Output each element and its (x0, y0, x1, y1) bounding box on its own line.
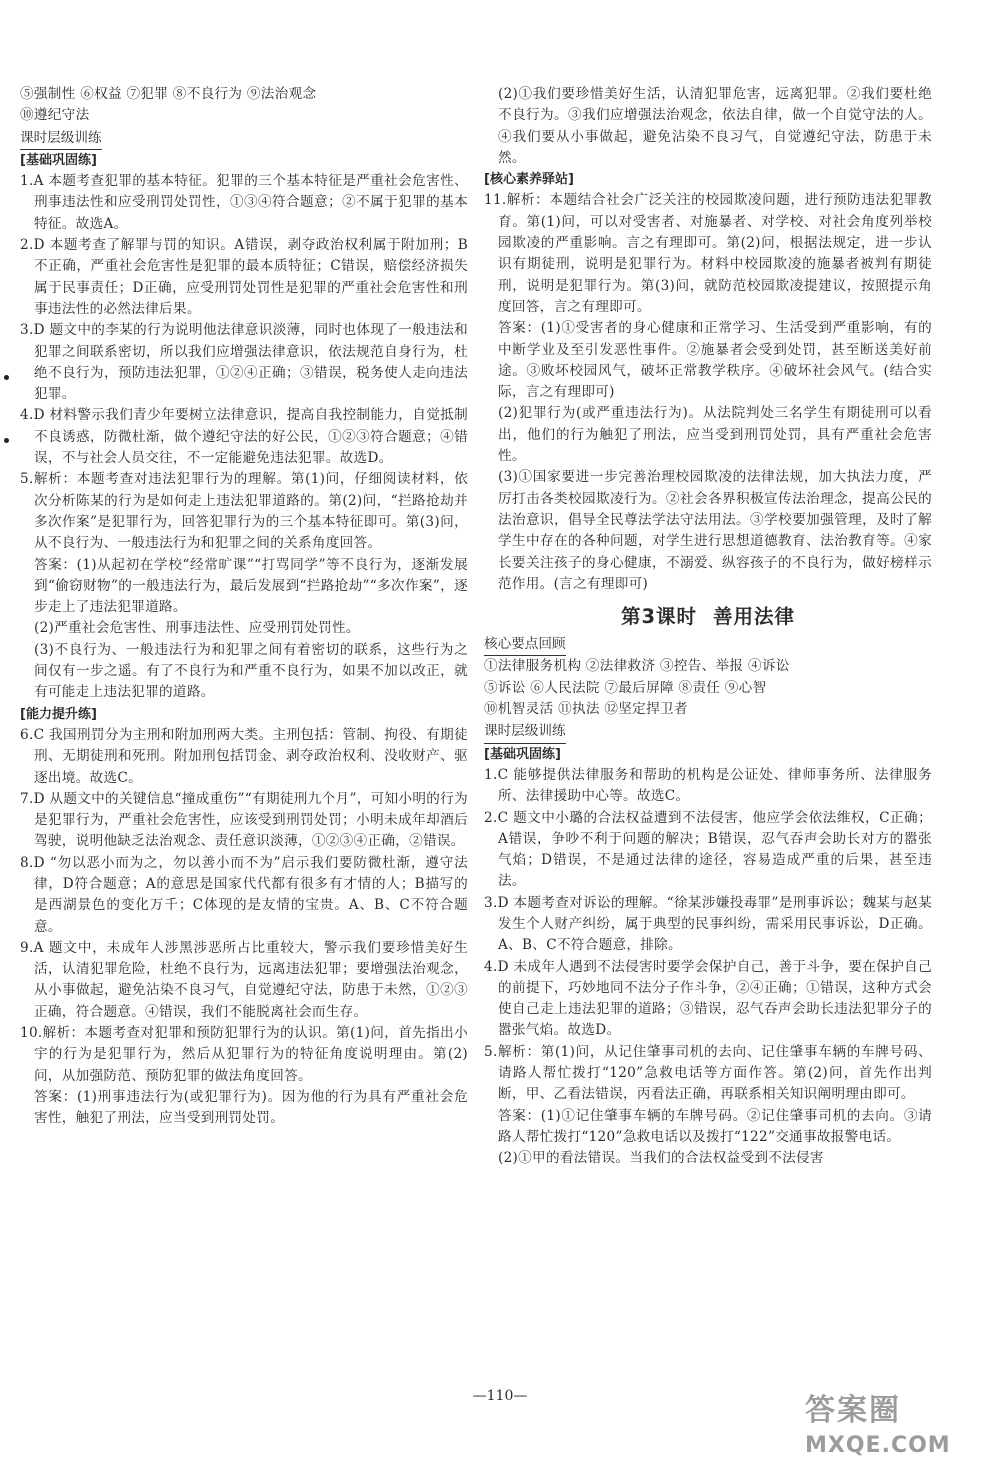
question-answer-item: 6.C 我国刑罚分为主刑和附加刑两大类。主刑包括：管制、拘役、有期徒刑、无期徒刑和死刑。附加刑包括罚金、剥夺政治权利、没收财产、驱逐出境。故选C。 (20, 726, 468, 786)
lesson-title (484, 601, 932, 629)
answer-paragraph: 答案：(1)刑事违法行为(或犯罪行为)。因为他的行为具有严重社会危害性，触犯了刑法，应当受到刑罚处罚。 (34, 1088, 468, 1127)
question-answer-item: 5.解析：第(1)问，从记住肇事司机的去向、记住肇事车辆的车牌号码、请路人帮忙拨打“120”急救电话等方面作答。第(2)问，首先作出判断，甲、乙看法错误，丙看法正确，再联系相关知识阐明理由即可。 (484, 1043, 932, 1103)
section-heading: 课时层级训练 (20, 128, 102, 150)
watermark-logo (805, 1385, 990, 1467)
section-heading: 核心要点回顾 (484, 634, 566, 656)
answer-paragraph: (2)①甲的看法错误。当我们的合法权益受到不法侵害 (498, 1150, 824, 1167)
key-points-line: ⑩机智灵活 ⑪执法 ⑫坚定捍卫者 (484, 701, 688, 718)
right-column (484, 84, 932, 1170)
question-answer-item: 1.C 能够提供法律服务和帮助的机构是公证处、律师事务所、法律服务所、法律援助中心等。故选C。 (484, 766, 932, 805)
answer-paragraph: 答案：(1)①记住肇事车辆的车牌号码。②记住肇事司机的去向。③请路人帮忙拨打“120”急救电话以及拨打“122”交通事故报警电话。 (498, 1107, 932, 1145)
page-number: —110— (472, 1388, 528, 1404)
section-heading-row (484, 720, 932, 743)
question-answer-item: 2.C 题文中小璐的合法权益遭到不法侵害，他应学会依法维权，C正确；A错误，争吵不利于问题的解决；B错误，忍气吞声会助长对方的嚣张气焰；D错误，不是通过法律的途径，容易造成严重的后果，甚至违法。 (484, 809, 932, 890)
question-answer-item: 4.D 未成年人遇到不法侵害时要学会保护自己，善于斗争，要在保护自己的前提下，巧妙地同不法分子作斗争，②④正确；①错误，这种方式会使自己走上违法犯罪的道路；③错误，忍气吞声会助长违法犯罪分子的嚣张气焰。故选D。 (484, 958, 932, 1039)
lesson-name: 善用法律 (713, 605, 796, 629)
answer-paragraph: (3)①国家要进一步完善治理校园欺凌的法律法规，加大执法力度，严厉打击各类校园欺凌行为。②社会各界积极宣传法治理念，提高公民的法治意识，倡导全民尊法学法守法用法。③学校要加强管理，及时了解学生中存在的各种问题，对学生进行思想道德教育、法治教育等。④家长要关注孩子的身心健康，不溺爱、纵容孩子的不良行为，做好榜样示范作用。(言之有理即可) (498, 469, 932, 592)
answer-paragraph: (2)犯罪行为(或严重违法行为)。从法院判处三名学生有期徒刑可以看出，他们的行为触犯了刑法，应当受到刑罚处罚，具有严重社会危害性。 (498, 405, 932, 465)
section-heading: 课时层级训练 (484, 721, 566, 743)
question-answer-item: 11.解析：本题结合社会广泛关注的校园欺凌问题，进行预防违法犯罪教育。第(1)问，可以对受害者、对施暴者、对学校、对社会角度列举校园欺凌的严重影响。言之有理即可。第(2)问，根据法规定，进一步认识有期徒刑，说明是犯罪行为。材料中校园欺凌的施暴者被判有期徒刑，说明是犯罪行为。第(3)问，就防范校园欺凌提建议，按照提示角度回答，言之有理即可。 (484, 192, 932, 315)
margin-dot (4, 438, 9, 443)
answer-paragraph: (2)严重社会危害性、刑事违法性、应受刑罚处罚性。 (34, 620, 360, 637)
section-heading-row (20, 127, 468, 150)
subsection-label: [基础巩固练] (484, 746, 561, 762)
answer-paragraph: 答案：(1)①受害者的身心健康和正常学习、生活受到严重影响，有的中断学业及至引发恶性事件。②施暴者会受到处罚，甚至断送美好前途。③败坏校园风气，破坏正常教学秩序。④破坏社会风气。(结合实际，言之有理即可) (498, 320, 932, 401)
key-points-line: ①法律服务机构 ②法律救济 ③控告、举报 ④诉讼 (484, 658, 790, 675)
question-answer-item: 10.解析：本题考查对犯罪和预防犯罪行为的认识。第(1)问，首先指出小宇的行为是犯罪行为，然后从犯罪行为的特征角度说明理由。第(2)问，从加强防范、预防犯罪的做法角度回答。 (20, 1025, 468, 1084)
answer-paragraph: (3)不良行为、一般违法行为和犯罪之间有着密切的联系，这些行为之间仅有一步之遥。有了不良行为和严重不良行为，如果不加以改正，就有可能走上违法犯罪的道路。 (34, 641, 468, 701)
watermark-url: MXQE.COM (805, 1433, 951, 1458)
answer-paragraph: (2)①我们要珍惜美好生活，认清犯罪危害，远离犯罪。②我们要杜绝不良行为。③我们应增强法治观念，依法自律，做一个自觉守法的人。④我们要从小事做起，避免沾染不良习气，自觉遵纪守法，防患于未然。 (498, 86, 932, 166)
question-answer-item: 1.A 本题考查犯罪的基本特征。犯罪的三个基本特征是严重社会危害性、刑事违法性和应受刑罚处罚性，①③④符合题意；②不属于犯罪的基本特征。故选A。 (20, 173, 468, 232)
watermark-text: 答案圈 (805, 1393, 901, 1428)
question-answer-item: 4.D 材料警示我们青少年要树立法律意识，提高自我控制能力，自觉抵制不良诱惑，防微杜渐，做个遵纪守法的好公民，①②③符合题意；④错误，不与社会人员交往，不一定能避免违法犯罪。故选D。 (20, 407, 468, 467)
question-answer-item: 8.D “勿以恶小而为之，勿以善小而不为”启示我们要防微杜渐，遵守法律，D符合题意；A的意思是国家代代都有很多有才情的人；B描写的是西湖景色的变化万千；C体现的是友情的宝贵。A、B、C不符合题意。 (20, 854, 469, 935)
subsection-label: [核心素养驿站] (484, 172, 574, 188)
margin-dot (4, 375, 9, 380)
key-points-line: ⑩遵纪守法 (20, 107, 90, 124)
question-answer-item: 5.解析：本题考查对违法犯罪行为的理解。第(1)问，仔细阅读材料，依次分析陈某的行为是如何走上违法犯罪道路的。第(2)问，“拦路抢劫并多次作案”是犯罪行为，回答犯罪行为的三个基本特征即可。第(3)问，从不良行为、一般违法行为和犯罪之间的关系角度回答。 (20, 471, 468, 552)
subsection-label: [基础巩固练] (20, 152, 97, 168)
question-answer-item: 3.D 本题考查对诉讼的理解。“徐某涉嫌投毒罪”是刑事诉讼；魏某与赵某发生个人财产纠纷，属于典型的民事纠纷，需采用民事诉讼，D正确。A、B、C不符合题意，排除。 (484, 894, 932, 954)
answer-paragraph: 答案：(1)从起初在学校“经常旷课”“打骂同学”等不良行为，逐渐发展到“偷窃财物”的一般违法行为，最后发展到“拦路抢劫”“多次作案”，逐步走上了违法犯罪道路。 (34, 556, 468, 616)
left-column (20, 84, 468, 1130)
key-points-line: ⑤强制性 ⑥权益 ⑦犯罪 ⑧不良行为 ⑨法治观念 (20, 86, 317, 102)
question-answer-item: 2.D 本题考查了解罪与罚的知识。A错误，剥夺政治权利属于附加刑；B不正确，严重社会危害性是犯罪的最本质特征；C错误，赔偿经济损失属于民事责任；D正确，应受刑罚处罚性是犯罪的严重社会危害性和刑事违法性的必然法律后果。 (20, 237, 468, 317)
question-answer-item: 9.A 题文中，未成年人涉黑涉恶所占比重较大，警示我们要珍惜美好生活，认清犯罪危险，杜绝不良行为，远离违法犯罪；要增强法治观念，从小事做起，避免沾染不良习气，自觉遵纪守法，防患于未然，①②③正确，符合题意。④错误，我们不能脱离社会而生存。 (20, 939, 468, 1020)
question-answer-item: 3.D 题文中的李某的行为说明他法律意识淡薄，同时也体现了一般违法和犯罪之间联系密切，所以我们应增强法律意识，依法规范自身行为，杜绝不良行为，预防违法犯罪，①②④正确；③错误，税务使人走向违法犯罪。 (20, 322, 468, 403)
subsection-label: [能力提升练] (20, 706, 97, 722)
key-points-line: ⑤诉讼 ⑥人民法院 ⑦最后屏障 ⑧责任 ⑨心智 (484, 679, 767, 696)
section-heading-row (484, 633, 932, 656)
lesson-number: 第3课时 (620, 605, 698, 629)
question-answer-item: 7.D 从题文中的关键信息“撞成重伤”“有期徒刑九个月”，可知小明的行为是犯罪行为，严重社会危害性，应该受到刑罚处罚；小明未成年却酒后驾驶，说明他缺乏法治观念、责任意识淡薄，①②③④正确，②错误。 (20, 790, 468, 850)
